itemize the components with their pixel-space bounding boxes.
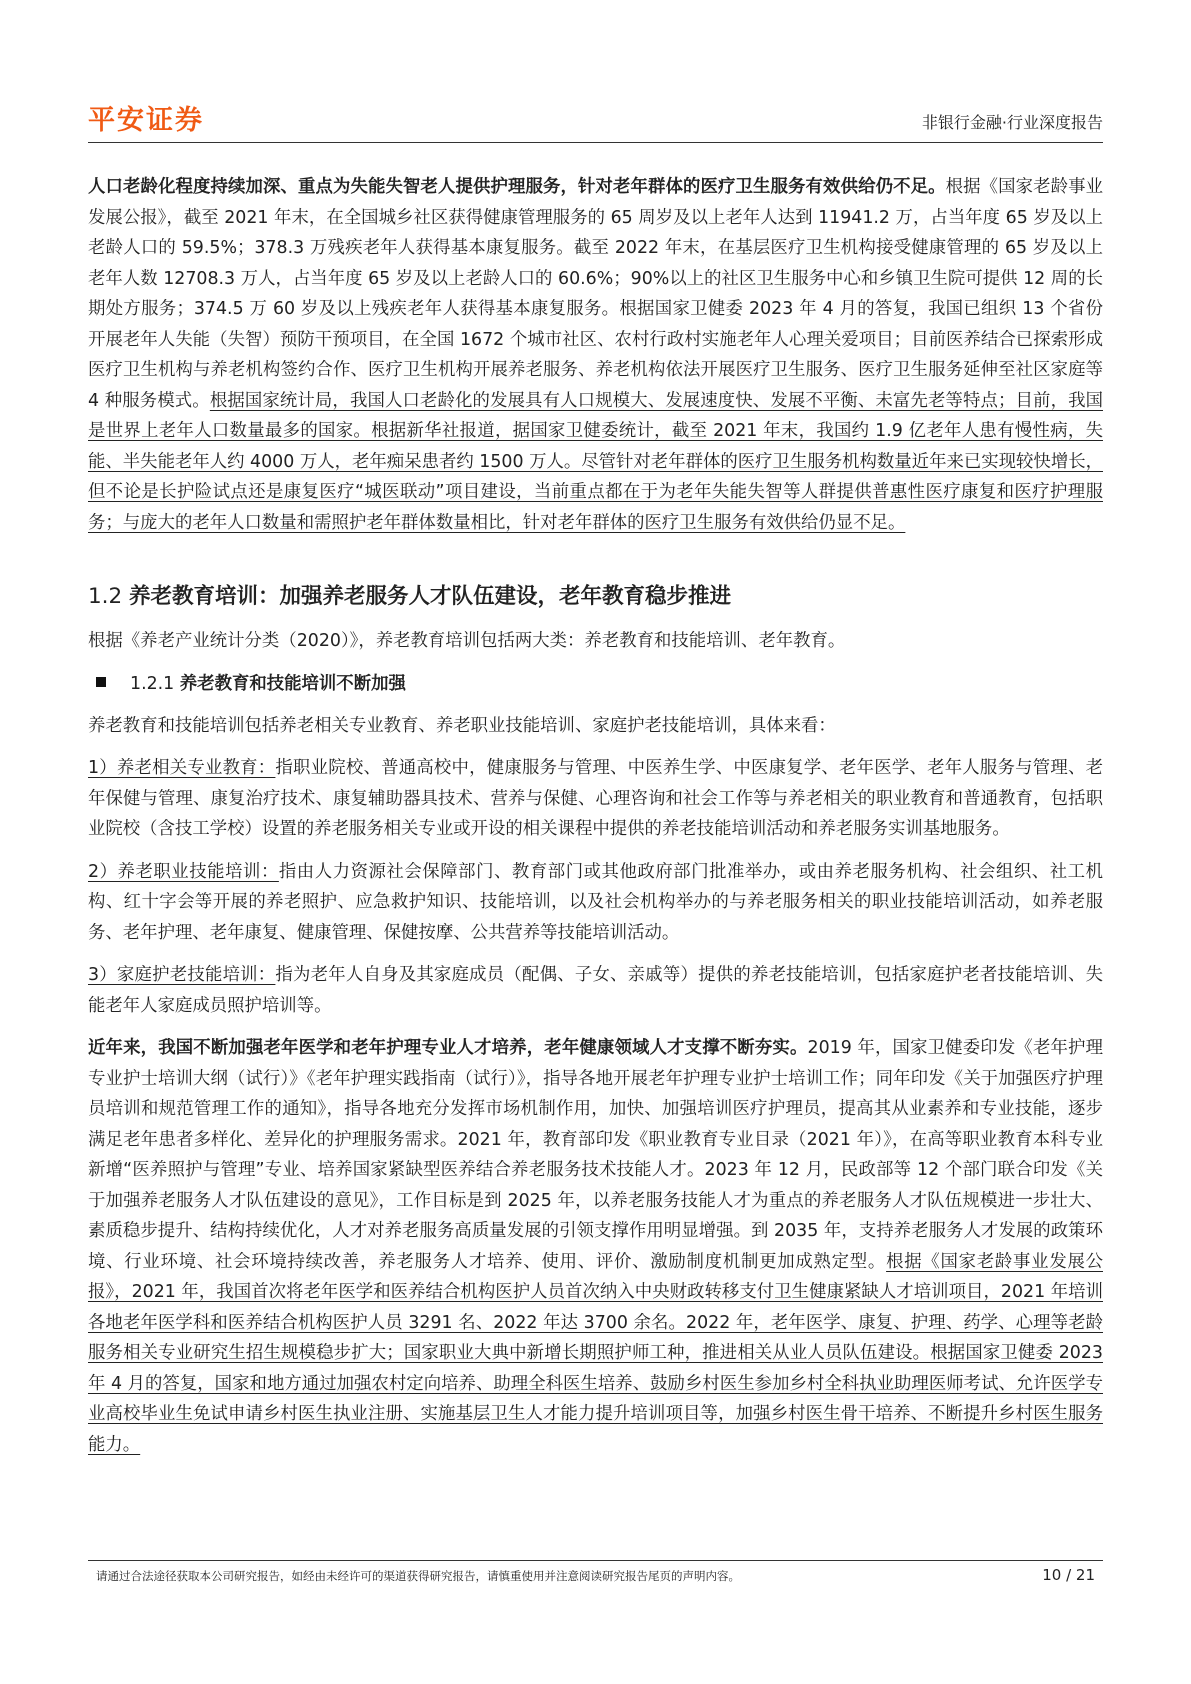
paragraph-body: 2019 年，国家卫健委印发《老年护理专业护士培训大纲（试行）》《老年护理实践指南（试行）》，指导各地开展老年护理专业护士培训工作；同年印发《关于加强医疗护理员培训和规范管理工作的通知》，指导各地充分发挥市场机制作用，加快、加强培训医疗护理员，提高其从业素养和专业技能，逐步满足老年患者多样化、差异化的护理服务需求。2021 年，教育部印发《职业教育专业目录（2021 年）》，在高等职业教育本科专业新增“医养照护与管理”专业、培养国家紧缺型医养结合养老服务技术技能人才。2023 年 12 月，民政部等 12 个部门联合印发《关于加强养老服务人才队伍建设的意见》，工作目标是到 2025 年，以养老服务技能人才为重点的养老服务人才队伍规模进一步壮大、素质稳步提升、结构持续优化，人才对养老服务高质量发展的引领支撑作用明显增强。到 2035 年，支持养老服务人才发展的政策环境、行业环境、社会环境持续改善，养老服务人才培养、使用、评价、激励制度机制更加成熟定型。 bbox=[88, 1038, 1103, 1272]
list-item-label: 3）家庭护老技能培训： bbox=[88, 965, 276, 985]
section-number: 1.2 bbox=[88, 584, 123, 609]
page-header bbox=[88, 96, 1103, 144]
square-bullet-icon bbox=[96, 677, 106, 687]
main-content bbox=[88, 172, 1103, 1472]
list-item-label: 1）养老相关专业教育： bbox=[88, 758, 276, 778]
list-item-text: 指为老年人自身及其家庭成员（配偶、子女、亲戚等）提供的养老技能培训，包括家庭护老者技能培训、失能老年人家庭成员照护培训等。 bbox=[88, 965, 1103, 1016]
paragraph-talent-cultivation bbox=[88, 1033, 1103, 1460]
header-divider bbox=[88, 142, 1103, 143]
disclaimer-note: 请通过合法途径获取本公司研究报告，如经由未经许可的渠道获得研究报告，请慎重使用并注意阅读研究报告尾页的声明内容。 bbox=[96, 1569, 740, 1583]
footer-divider bbox=[88, 1560, 1103, 1561]
section-heading bbox=[88, 580, 1103, 614]
section-title: 养老教育培训：加强养老服务人才队伍建设，老年教育稳步推进 bbox=[129, 584, 732, 609]
list-item bbox=[88, 960, 1103, 1021]
paragraph-training-intro: 养老教育和技能培训包括养老相关专业教育、养老职业技能培训、家庭护老技能培训，具体来看： bbox=[88, 715, 836, 736]
list-item bbox=[88, 857, 1103, 949]
company-logo: 平安证券 bbox=[88, 105, 204, 136]
paragraph-lead: 近年来，我国不断加强老年医学和老年护理专业人才培养，老年健康领域人才支撑不断夯实。 bbox=[88, 1038, 808, 1058]
page-number: 10 / 21 bbox=[1042, 1566, 1095, 1584]
subsection-number: 1.2.1 bbox=[130, 673, 175, 694]
page-footer bbox=[88, 1560, 1103, 1584]
subsection-heading bbox=[88, 669, 1103, 699]
paragraph-underlined: 根据《国家老龄事业发展公报》，2021 年，我国首次将老年医学和医养结合机构医护人员首次纳入中央财政转移支付卫生健康紧缺人才培训项目，2021 年培训各地老年医学科和医养结合机构医护人员 3291 名、2022 年达 3700 余名。2022 年，老年医学、康复、护理、药学、心理等老龄服务相关专业研究生招生规模稳步扩大；国家职业大典中新增长期照护师工种，推进相关从业人员队伍建设。根据国家卫健委 2023 年 4 月的答复，国家和地方通过加强农村定向培养、助理全科医生培养、鼓励乡村医生参加乡村全科执业助理医师考试、允许医学专业高校毕业生免试申请乡村医生执业注册、实施基层卫生人才能力提升培训项目等，加强乡村医生骨干培养、不断提升乡村医生服务能力。 bbox=[88, 1251, 1103, 1455]
paragraph-classification: 根据《养老产业统计分类（2020）》，养老教育培训包括两大类：养老教育和技能培训、老年教育。 bbox=[88, 631, 846, 651]
paragraph-body: 根据《国家老龄事业发展公报》，截至 2021 年末，在全国城乡社区获得健康管理服务的 65 周岁及以上老年人达到 11941.2 万，占当年度 65 岁及以上老龄人口的 59.5%；378.3 万残疾老年人获得基本康复服务。截至 2022 年末，在基层医疗卫生机构接受健康管理的 65 岁及以上老年人数 12708.3 万人，占当年度 65 岁及以上老龄人口的 60.6%；90%以上的社区卫生服务中心和乡镇卫生院可提供 12 周的长期处方服务；374.5 万 60 岁及以上残疾老年人获得基本康复服务。根据国家卫健委 2023 年 4 月的答复，我国已组织 13 个省份开展老年人失能（失智）预防干预项目，在全国 1672 个城市社区、农村行政村实施老年人心理关爱项目；目前医养结合已探索形成医疗卫生机构与养老机构签约合作、医疗卫生机构开展养老服务、养老机构依法开展医疗卫生服务、医疗卫生服务延伸至社区家庭等 4 种服务模式。 bbox=[88, 177, 1103, 411]
paragraph-underlined: 根据国家统计局，我国人口老龄化的发展具有人口规模大、发展速度快、发展不平衡、未富先老等特点；目前，我国是世界上老年人口数量最多的国家。根据新华社报道，据国家卫健委统计，截至 2021 年末，我国约 1.9 亿老年人患有慢性病，失能、半失能老年人约 4000 万人，老年痴呆患者约 1500 万人。尽管针对老年群体的医疗卫生服务机构数量近年来已实现较快增长，但不论是长护险试点还是康复医疗“城医联动”项目建设，当前重点都在于为老年失能失智等人群提供普惠性医疗康复和医疗护理服务；与庞大的老年人口数量和需照护老年群体数量相比，针对老年群体的医疗卫生服务有效供给仍显不足。 bbox=[88, 390, 1103, 533]
subsection-title: 养老教育和技能培训不断加强 bbox=[179, 673, 406, 694]
paragraph-aging-care bbox=[88, 172, 1103, 538]
list-item-text: 指由人力资源社会保障部门、教育部门或其他政府部门批准举办，或由养老服务机构、社会组织、社工机构、红十字会等开展的养老照护、应急救护知识、技能培训，以及社会机构举办的与养老服务相关的职业技能培训活动，如养老服务、老年护理、老年康复、健康管理、保健按摩、公共营养等技能培训活动。 bbox=[88, 861, 1103, 943]
paragraph-lead: 人口老龄化程度持续加深、重点为失能失智老人提供护理服务，针对老年群体的医疗卫生服务有效供给仍不足。 bbox=[88, 177, 946, 197]
list-item bbox=[88, 753, 1103, 845]
report-type-label: 非银行金融·行业深度报告 bbox=[921, 113, 1103, 132]
list-item-text: 指职业院校、普通高校中，健康服务与管理、中医养生学、中医康复学、老年医学、老年人服务与管理、老年保健与管理、康复治疗技术、康复辅助器具技术、营养与保健、心理咨询和社会工作等与养老相关的职业教育和普通教育，包括职业院校（含技工学校）设置的养老服务相关专业或开设的相关课程中提供的养老技能培训活动和养老服务实训基地服务。 bbox=[88, 758, 1103, 839]
list-item-label: 2）养老职业技能培训： bbox=[88, 861, 279, 882]
